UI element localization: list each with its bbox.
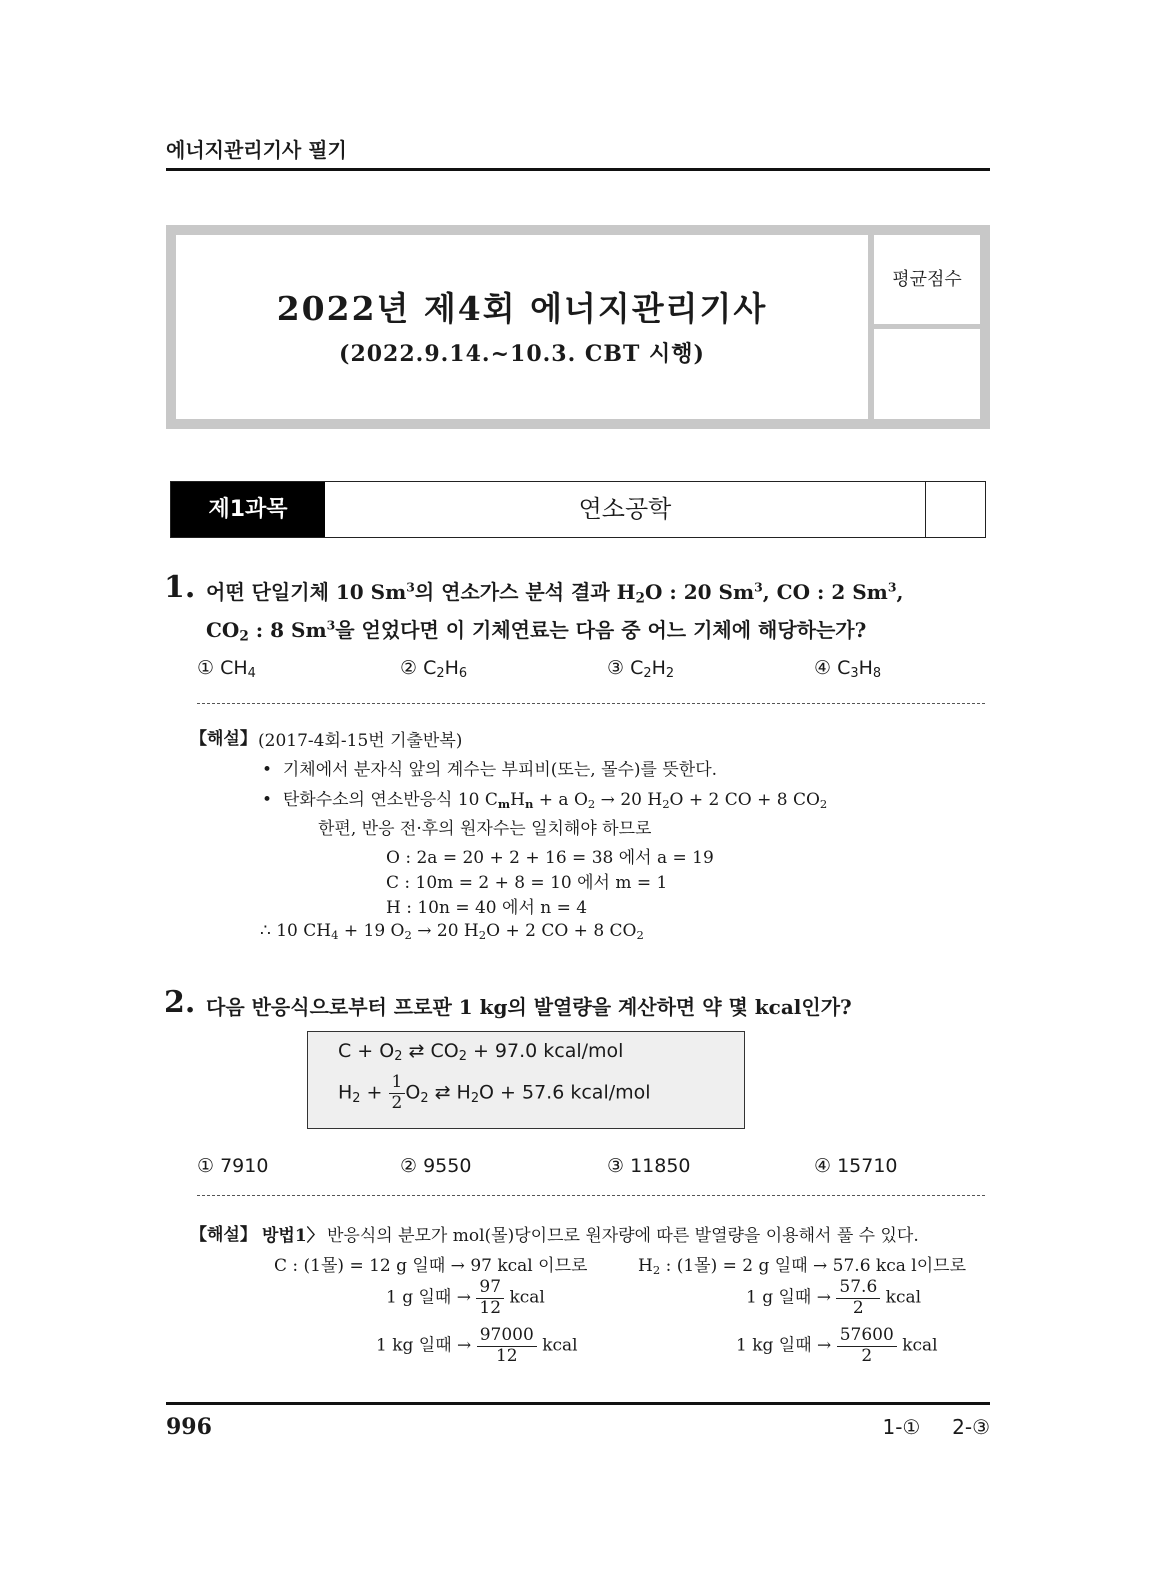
q1-explanation-bullet-1: • 기체에서 분자식 앞의 계수는 부피비(또는, 몰수)를 뜻한다. [262, 760, 718, 780]
q2-explanation-text: 반응식의 분모가 mol(몰)당이므로 원자량에 따른 발열량을 이용해서 풀 수 있다. [327, 1226, 919, 1246]
question-2-text: 다음 반응식으로부터 프로판 1 kg의 발열량을 계산하면 약 몇 kcal인가? [206, 995, 852, 1019]
q1-explanation-label: 【해설】 [190, 729, 257, 749]
q1-equation-h: H : 10n = 40 에서 n = 4 [386, 898, 588, 918]
q2-carbon-line: C : (1몰) = 12 g 일때 → 97 kcal 이므로 [274, 1256, 588, 1276]
q2-option-1[interactable]: ① 7910 [197, 1155, 269, 1177]
q1-option-3[interactable]: ③ $C_2H_2$ [607, 657, 675, 682]
fraction: $\frac{57600}{2}$ [837, 1326, 897, 1366]
q2-option-3[interactable]: ③ 11850 [607, 1155, 691, 1177]
q2-explanation-method: 방법1〉 [262, 1226, 324, 1246]
q2-carbon-per-gram: 1 g 일때 → $\frac{97}{12}$ kcal [386, 1277, 545, 1318]
q2-carbon-per-kg: 1 kg 일때 → $\frac{97000}{12}$ kcal [376, 1325, 578, 1366]
footer-rule [166, 1402, 990, 1405]
bullet-icon: • [262, 760, 273, 780]
q2-explanation-label: 【해설】 [190, 1225, 257, 1245]
subject-divider [925, 482, 926, 537]
avg-score-value-cell [874, 329, 980, 419]
answer-key: 1-① 2-③ [882, 1415, 990, 1439]
q1-explanation-ref: (2017-4회-15번 기출반복) [258, 731, 463, 751]
half-fraction: $\frac{1}{2}$ [389, 1073, 406, 1113]
q2-option-2[interactable]: ② 9550 [400, 1155, 472, 1177]
question-1-line-1: 어떤 단일기체 10 Sm$^3$의 연소가스 분석 결과 $H_2O$ : 20 Sm$^3$, CO : 2 Sm$^3$, [206, 579, 904, 607]
reaction-2: $H_2$ + $\frac{1}{2}$ $O_2$ ⇄ $H_2O + 57.6$ kcal/mol [338, 1072, 651, 1113]
q1-explanation-bullet-2: • 탄화수소의 연소반응식 10 $C_mH_n + a$ $O_2 \to 20$ $H_2O + 2$ CO + 8 $CO_2$ [262, 790, 828, 811]
header-rule [166, 168, 990, 171]
subject-name: 연소공학 [578, 495, 672, 523]
fraction: $\frac{57.6}{2}$ [836, 1278, 880, 1318]
q1-option-1[interactable]: ① $CH_4$ [197, 657, 256, 682]
question-1-line-2: $CO_2$ : 8 Sm$^3$을 얻었다면 이 기체연료는 다음 중 어느 기체에 해당하는가? [206, 617, 867, 645]
q1-equation-c: C : 10m = 2 + 8 = 10 에서 m = 1 [386, 873, 668, 893]
book-title: 에너지관리기사 필기 [166, 138, 347, 162]
question-2-number: 2. [164, 985, 196, 1020]
page-number: 996 [166, 1414, 212, 1440]
q2-hydrogen-line: $H_2$ : (1몰) = 2 g 일때 → 57.6 kca l이므로 [638, 1256, 966, 1277]
q2-hydrogen-per-gram: 1 g 일때 → $\frac{57.6}{2}$ kcal [746, 1277, 922, 1318]
question-1-number: 1. [164, 570, 196, 605]
q1-final-equation: ∴ 10 $CH_4 + 19$ $O_2 \to 20$ $H_2O + 2$ CO + 8 $CO_2$ [260, 921, 644, 942]
avg-score-label: 평균점수 [892, 269, 962, 290]
q1-equation-o: O : 2a = 20 + 2 + 16 = 38 에서 a = 19 [386, 848, 714, 868]
q2-divider [197, 1195, 985, 1196]
exam-title: 2022년 제4회 에너지관리기사 [276, 289, 768, 328]
q2-hydrogen-per-kg: 1 kg 일때 → $\frac{57600}{2}$ kcal [736, 1325, 938, 1366]
bullet-icon: • [262, 790, 273, 810]
reaction-1: $C + O_2$ ⇄ $CO_2 + 97.0$ kcal/mol [338, 1040, 624, 1065]
q1-explanation-note: 한편, 반응 전·후의 원자수는 일치해야 하므로 [318, 819, 652, 839]
exam-subtitle: (2022.9.14.~10.3. CBT 시행) [339, 341, 705, 367]
q1-option-2[interactable]: ② $C_2H_6$ [400, 657, 468, 682]
fraction: $\frac{97000}{12}$ [477, 1326, 537, 1366]
fraction: $\frac{97}{12}$ [476, 1278, 504, 1318]
q1-option-4[interactable]: ④ $C_3H_8$ [814, 657, 882, 682]
q1-divider [197, 703, 985, 704]
subject-number: 제1과목 [171, 482, 325, 537]
q2-option-4[interactable]: ④ 15710 [814, 1155, 898, 1177]
